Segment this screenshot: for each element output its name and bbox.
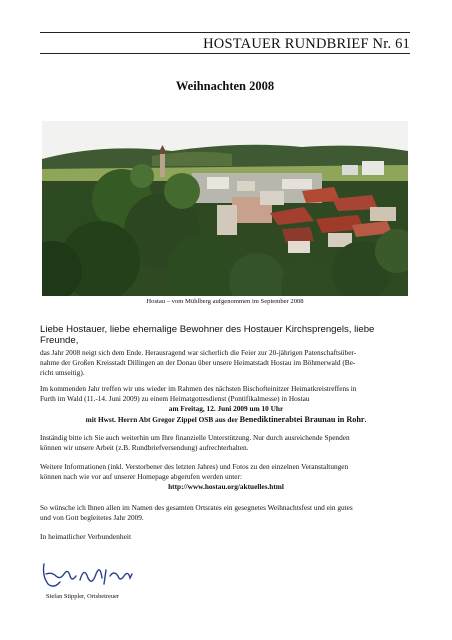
closing-line: In heimatlicher Verbundenheit <box>40 532 132 541</box>
event-celebrant: mit Hwst. Herrn Abt Gregor Zippel OSB aus der Benediktinerabtei Braunau in Rohr. <box>85 414 367 424</box>
event-date: am Freitag, 12. Juni 2009 um 10 Uhr <box>168 404 284 414</box>
homepage-link[interactable]: http://www.hostau.org/aktuelles.html <box>168 482 284 492</box>
photo-caption: Hostau – vom Mühlberg aufgenommen im September 2008 <box>146 298 304 305</box>
header-rule-bottom <box>40 53 410 54</box>
handwritten-signature <box>40 556 140 597</box>
header-rule-top <box>40 32 410 33</box>
paragraph-line: richt umseitig). <box>40 368 85 378</box>
paragraph-meeting <box>40 384 412 425</box>
paragraph-line: können wir unsere Arbeit (z.B. Rundbriefversendung) aufrechterhalten. <box>40 443 249 453</box>
paragraph-line: können nach wie vor auf unserer Homepage abgerufen werden unter: <box>40 472 242 482</box>
paragraph-line: Inständig bitte ich Sie auch weiterhin um Ihre finanzielle Unterstützung. Nur durch ausreichende Spenden <box>40 433 350 442</box>
issue-subtitle: Weihnachten 2008 <box>175 79 275 93</box>
paragraph-line: das Jahr 2008 neigt sich dem Ende. Herausragend war sicherlich die Feier zur 20-jährigen Patenschaftsüber- <box>40 348 357 357</box>
paragraph-line: So wünsche ich Ihnen allen im Namen des gesamten Ortsrates ein gesegnetes Weihnachtsfest und ein gutes <box>40 503 353 512</box>
paragraph-line: Im kommenden Jahr treffen wir uns wieder im Rahmen des nächsten Bischofteinitzer Heimatkreistreffens in <box>40 384 357 393</box>
newsletter-title: HOSTAUER RUNDBRIEF Nr. 61 <box>203 36 410 52</box>
town-photo <box>42 121 408 296</box>
paragraph-line: Weitere Informationen (inkl. Verstorbener des letzten Jahres) und Fotos zu den einzelnen Veranstaltungen <box>40 462 349 471</box>
greeting: Liebe Hostauer, liebe ehemalige Bewohner des Hostauer Kirchsprengels, liebe Freunde, <box>40 324 375 346</box>
paragraph-donations <box>40 433 412 453</box>
paragraph-line: nahme der Großen Kreisstadt Dillingen an der Donau über unsere Heimatstadt Hostau im Böhmerwald (Be- <box>40 358 356 368</box>
signer-name: Stefan Stippler, Ortsbetreuer <box>46 593 120 600</box>
paragraph-line: Furth im Wald (11.-14. Juni 2009) zu einem Heimatgottesdienst (Pontifikalmesse) in Hostau <box>40 394 310 404</box>
paragraph-line: und von Gott begleitetes Jahr 2009. <box>40 513 144 523</box>
paragraph-wishes <box>40 503 412 523</box>
paragraph-information <box>40 462 412 493</box>
paragraph-year-review <box>40 348 412 379</box>
